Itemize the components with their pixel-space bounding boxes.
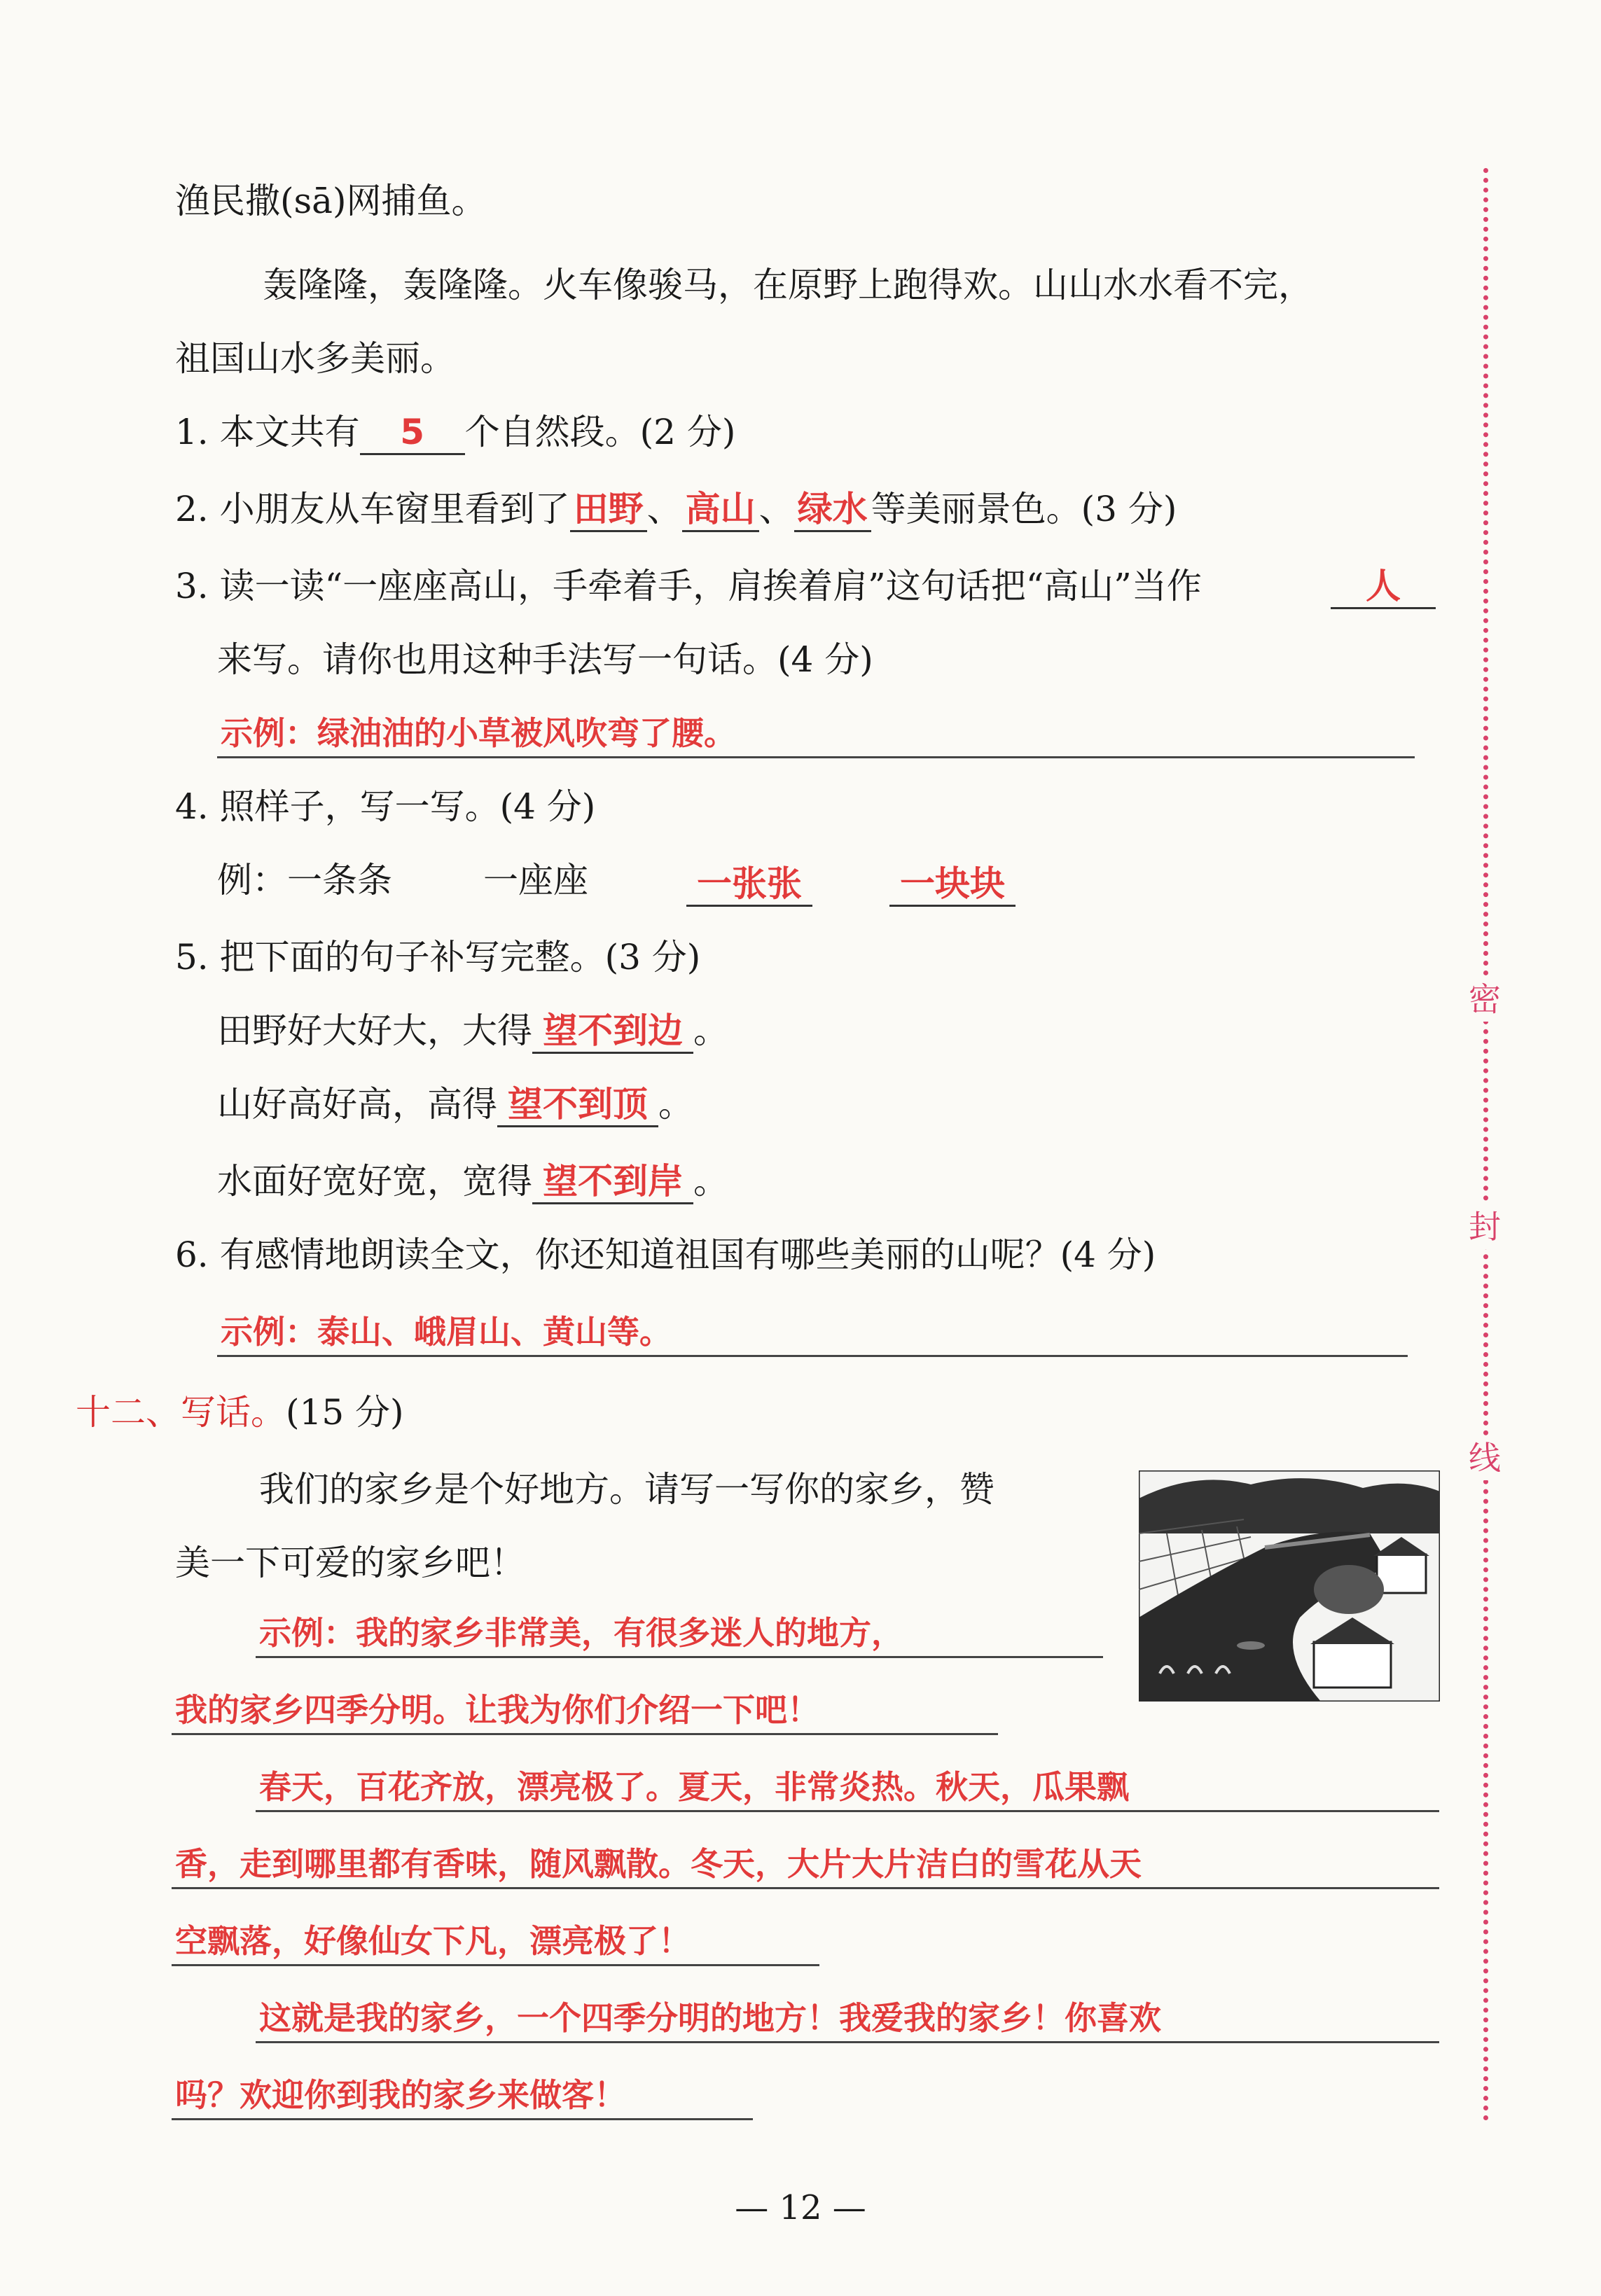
q5-s1-text: 田野好大好大，大得 (217, 1010, 532, 1051)
question-4: 4. 照样子，写一写。(4 分) (175, 786, 596, 827)
question-5: 5. 把下面的句子补写完整。(3 分) (175, 937, 701, 977)
q4-example-label: 例：一条条 (217, 860, 392, 900)
essay-rule-2 (172, 1733, 998, 1735)
q5-sentence-3 (217, 1159, 728, 1204)
q3-text: 3. 读一读“一座座高山，手牵着手，肩挨着肩”这句话把“高山”当作 (175, 566, 1202, 606)
q4-answer-1-wrap (686, 861, 812, 907)
essay-line-6: 这就是我的家乡，一个四季分明的地方！我爱我的家乡！你喜欢 (259, 1999, 1161, 2037)
q2-answer-3: 绿水 (794, 488, 871, 532)
q2-answer-1: 田野 (570, 488, 647, 532)
q4-answer-2: 一块块 (889, 863, 1016, 907)
seal-char-2: 封 (1462, 1204, 1507, 1249)
page-number: — 12 — (735, 2188, 866, 2227)
q5-sentence-2 (217, 1082, 693, 1127)
essay-rule-3 (256, 1810, 1439, 1812)
q1-answer: 5 (360, 411, 465, 455)
q5-s1-answer: 望不到边 (532, 1010, 693, 1054)
q5-sentence-1 (217, 1008, 728, 1054)
q4-given: 一座座 (483, 860, 588, 900)
writing-prompt-1: 我们的家乡是个好地方。请写一写你的家乡，赞 (259, 1469, 994, 1510)
q4-answer-1: 一张张 (686, 863, 812, 907)
passage-line-3: 祖国山水多美丽。 (175, 338, 455, 379)
q2-sep-2: 、 (758, 489, 794, 529)
q3-example: 示例：绿油油的小草被风吹弯了腰。 (221, 714, 736, 752)
q1-text: 1. 本文共有 (175, 412, 360, 452)
question-3 (175, 564, 1202, 608)
q3-line-2: 来写。请你也用这种手法写一句话。(4 分) (217, 639, 873, 680)
q5-s2-end: 。 (658, 1084, 693, 1125)
section-12-title: 十二、写话。 (76, 1392, 286, 1433)
q2-score: 等美丽景色。(3 分) (871, 489, 1177, 529)
hometown-illustration (1139, 1470, 1440, 1702)
passage-line-1: 渔民撒(sā)网捕鱼。 (175, 181, 487, 221)
seal-char-1: 密 (1462, 977, 1507, 1022)
essay-line-4: 香，走到哪里都有香味，随风飘散。冬天，大片大片洁白的雪花从天 (175, 1845, 1142, 1883)
essay-line-5: 空飘落，好像仙女下凡，漂亮极了！ (175, 1922, 691, 1960)
essay-rule-5 (172, 1964, 819, 1966)
q3-answer: 人 (1331, 565, 1436, 609)
q2-text: 2. 小朋友从车窗里看到了 (175, 489, 570, 529)
essay-line-3: 春天，百花齐放，漂亮极了。夏天，非常炎热。秋天，瓜果飘 (259, 1768, 1129, 1806)
q5-s3-text: 水面好宽好宽，宽得 (217, 1161, 532, 1202)
essay-line-1: 示例：我的家乡非常美，有很多迷人的地方， (259, 1614, 903, 1652)
q3-answer-wrap (1331, 564, 1436, 609)
q6-answer-rule (217, 1355, 1408, 1357)
q4-answer-2-wrap (889, 861, 1016, 907)
q5-s2-text: 山好高好高，高得 (217, 1084, 497, 1125)
essay-rule-1 (256, 1656, 1103, 1658)
q3-answer-rule (217, 756, 1415, 758)
essay-rule-4 (172, 1887, 1439, 1889)
question-2 (175, 487, 1177, 532)
q5-s3-end: 。 (693, 1161, 728, 1202)
section-12-heading (76, 1390, 404, 1435)
q2-answer-2: 高山 (682, 488, 759, 532)
q2-sep-1: 、 (646, 489, 682, 529)
essay-rule-6 (256, 2041, 1439, 2043)
seal-char-3: 线 (1462, 1435, 1507, 1480)
writing-prompt-2: 美一下可爱的家乡吧！ (175, 1543, 525, 1583)
q5-s2-answer: 望不到顶 (497, 1083, 658, 1127)
question-6: 6. 有感情地朗读全文，你还知道祖国有哪些美丽的山呢？(4 分) (175, 1234, 1156, 1275)
section-12-score: (15 分) (286, 1392, 404, 1433)
passage-line-2: 轰隆隆，轰隆隆。火车像骏马，在原野上跑得欢。山山水水看不完， (263, 265, 1313, 305)
q5-s1-end: 。 (693, 1010, 728, 1051)
essay-rule-7 (172, 2118, 753, 2120)
essay-line-7: 吗？欢迎你到我的家乡来做客！ (175, 2076, 626, 2114)
seal-dotted-line (1483, 168, 1488, 2122)
q1-score: 个自然段。(2 分) (464, 412, 736, 452)
q5-s3-answer: 望不到岸 (532, 1160, 693, 1204)
essay-line-2: 我的家乡四季分明。让我为你们介绍一下吧！ (175, 1691, 819, 1729)
q6-example: 示例：泰山、峨眉山、黄山等。 (221, 1313, 672, 1351)
question-1 (175, 410, 735, 455)
